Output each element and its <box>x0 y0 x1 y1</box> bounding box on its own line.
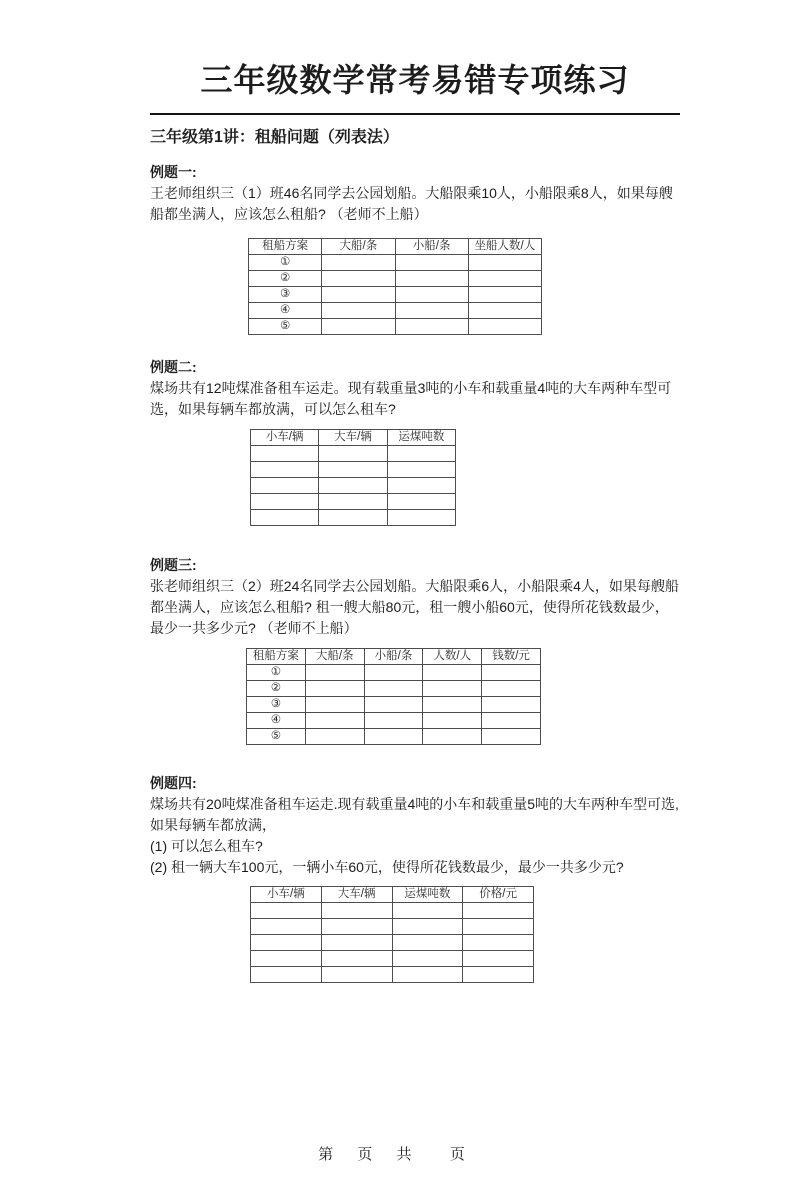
table-cell <box>321 935 392 951</box>
table-header-cell: 租船方案 <box>247 649 306 665</box>
table-cell: ⑤ <box>249 319 322 335</box>
example-3-heading: 例题三: <box>150 557 197 573</box>
lecture-heading: 三年级第1讲：租船问题（列表法） <box>150 129 399 146</box>
table-cell <box>305 665 364 681</box>
table-header-cell: 小车/辆 <box>251 430 319 446</box>
table-header-cell: 运煤吨数 <box>387 430 455 446</box>
table-cell <box>423 729 482 745</box>
table-cell <box>251 903 322 919</box>
table-cell: ⑤ <box>247 729 306 745</box>
example-2-section <box>150 357 680 526</box>
table-cell <box>482 713 541 729</box>
example-3-text-line: 张老师组织三（2）班24名同学去公园划船。大船限乘6人，小船限乘4人，如果每艘船 <box>150 578 679 594</box>
table-cell <box>319 478 387 494</box>
table-cell: ② <box>247 681 306 697</box>
table-cell: ① <box>247 665 306 681</box>
table-cell <box>463 903 534 919</box>
example-1-text-line: 王老师组织三（1）班46名同学去公园划船。大船限乘10人，小船限乘8人，如果每艘 <box>150 185 673 201</box>
table-cell <box>392 951 463 967</box>
table-header-row <box>249 239 542 255</box>
table-cell <box>321 967 392 983</box>
table-cell <box>319 446 387 462</box>
table-header-row <box>247 649 541 665</box>
table-header-cell: 价格/元 <box>463 887 534 903</box>
table-cell <box>364 729 423 745</box>
table-cell <box>482 665 541 681</box>
table-cell <box>468 319 541 335</box>
example-4-heading: 例题四: <box>150 775 197 791</box>
table-header-cell: 钱数/元 <box>482 649 541 665</box>
example-2-text-line: 煤场共有12吨煤准备租车运走。现有载重量3吨的小车和载重量4吨的大车两种车型可 <box>150 380 672 396</box>
table-cell <box>319 462 387 478</box>
table-cell <box>482 729 541 745</box>
example-2-heading: 例题二: <box>150 359 197 375</box>
table-cell <box>423 665 482 681</box>
table-header-cell: 大车/辆 <box>321 887 392 903</box>
table-cell <box>251 494 319 510</box>
table-cell <box>392 919 463 935</box>
table-cell: ④ <box>249 303 322 319</box>
table-cell <box>395 287 468 303</box>
table-cell <box>322 255 395 271</box>
table-cell <box>392 967 463 983</box>
table-cell <box>468 271 541 287</box>
table-cell <box>322 287 395 303</box>
coal-truck-table-2 <box>250 886 534 983</box>
table-cell <box>387 462 455 478</box>
table-cell <box>251 919 322 935</box>
example-2-text-line: 选，如果每辆车都放满，可以怎么租车? <box>150 401 396 417</box>
page-footer: 第 页 共 页 <box>318 1146 475 1163</box>
table-cell: ③ <box>249 287 322 303</box>
table-cell <box>251 446 319 462</box>
table-header-cell: 大船/条 <box>305 649 364 665</box>
table-header-cell: 大船/条 <box>322 239 395 255</box>
table-header-cell: 小船/条 <box>364 649 423 665</box>
table-cell: ② <box>249 271 322 287</box>
example-3-section <box>150 555 680 745</box>
table-cell <box>322 271 395 287</box>
table-row <box>247 713 541 729</box>
table-header-cell: 坐船人数/人 <box>468 239 541 255</box>
table-cell <box>468 287 541 303</box>
table-cell: ① <box>249 255 322 271</box>
table-header-cell: 租船方案 <box>249 239 322 255</box>
table-cell: ④ <box>247 713 306 729</box>
table-cell <box>463 935 534 951</box>
table-row <box>247 665 541 681</box>
example-4-section <box>150 773 680 983</box>
example-3-text-line: 最少一共多少元? （老师不上船） <box>150 620 358 636</box>
table-cell <box>322 303 395 319</box>
table-cell <box>251 967 322 983</box>
table-row <box>249 255 542 271</box>
table-cell <box>482 681 541 697</box>
example-4-text-line: 煤场共有20吨煤准备租车运走.现有载重量4吨的小车和载重量5吨的大车两种车型可选, <box>150 796 679 812</box>
table-cell <box>423 697 482 713</box>
table-cell <box>468 255 541 271</box>
table-row <box>251 951 534 967</box>
table-cell <box>251 951 322 967</box>
table-cell <box>468 303 541 319</box>
table-cell <box>392 903 463 919</box>
page-title: 三年级数学常考易错专项练习 <box>200 62 630 98</box>
table-row <box>247 697 541 713</box>
table-row <box>249 287 542 303</box>
boat-rental-table-1 <box>248 238 542 335</box>
table-row <box>251 903 534 919</box>
coal-truck-table-1 <box>250 429 456 526</box>
table-cell <box>395 303 468 319</box>
table-cell <box>321 903 392 919</box>
table-cell <box>423 681 482 697</box>
table-row <box>249 303 542 319</box>
table-header-cell: 小车/辆 <box>251 887 322 903</box>
table-cell <box>423 713 482 729</box>
table-header-cell: 大车/辆 <box>319 430 387 446</box>
table-row <box>249 319 542 335</box>
table-cell <box>463 951 534 967</box>
table-cell <box>251 935 322 951</box>
table-cell <box>251 510 319 526</box>
table-row <box>251 510 456 526</box>
example-1-heading: 例题一: <box>150 164 197 180</box>
table-cell <box>387 446 455 462</box>
table-cell <box>305 697 364 713</box>
table-row <box>247 681 541 697</box>
table-cell <box>395 319 468 335</box>
table-cell <box>322 319 395 335</box>
table-cell <box>482 697 541 713</box>
table-cell <box>251 462 319 478</box>
title-divider <box>150 113 680 115</box>
table-row <box>251 967 534 983</box>
table-cell <box>321 951 392 967</box>
example-3-text-line: 都坐满人，应该怎么租船? 租一艘大船80元，租一艘小船60元，使得所花钱数最少， <box>150 599 669 615</box>
table-cell <box>463 919 534 935</box>
table-header-cell: 小船/条 <box>395 239 468 255</box>
table-cell <box>364 697 423 713</box>
table-cell <box>305 713 364 729</box>
table-cell <box>364 681 423 697</box>
table-cell <box>364 665 423 681</box>
table-cell <box>321 919 392 935</box>
table-row <box>251 935 534 951</box>
table-cell <box>251 478 319 494</box>
table-row <box>251 478 456 494</box>
table-row <box>251 494 456 510</box>
table-row <box>251 446 456 462</box>
example-4-text-line: (1) 可以怎么租车? <box>150 838 263 854</box>
table-cell <box>392 935 463 951</box>
table-row <box>251 919 534 935</box>
table-row <box>249 271 542 287</box>
table-cell <box>305 729 364 745</box>
table-cell <box>387 510 455 526</box>
example-4-text-line: 如果每辆车都放满， <box>150 817 276 833</box>
example-1-section <box>150 162 680 335</box>
table-cell <box>364 713 423 729</box>
worksheet-page <box>150 57 680 983</box>
table-cell <box>463 967 534 983</box>
table-cell <box>319 494 387 510</box>
table-cell <box>387 478 455 494</box>
table-cell <box>395 255 468 271</box>
table-cell <box>319 510 387 526</box>
example-4-text-line: (2) 租一辆大车100元，一辆小车60元，使得所花钱数最少，最少一共多少元? <box>150 859 624 875</box>
table-cell <box>387 494 455 510</box>
boat-rental-table-2 <box>246 648 541 745</box>
table-cell <box>395 271 468 287</box>
table-header-row <box>251 887 534 903</box>
table-header-cell: 运煤吨数 <box>392 887 463 903</box>
table-row <box>247 729 541 745</box>
table-cell <box>305 681 364 697</box>
table-cell: ③ <box>247 697 306 713</box>
table-row <box>251 462 456 478</box>
table-header-row <box>251 430 456 446</box>
example-1-text-line: 船都坐满人，应该怎么租船? （老师不上船） <box>150 206 428 222</box>
table-header-cell: 人数/人 <box>423 649 482 665</box>
